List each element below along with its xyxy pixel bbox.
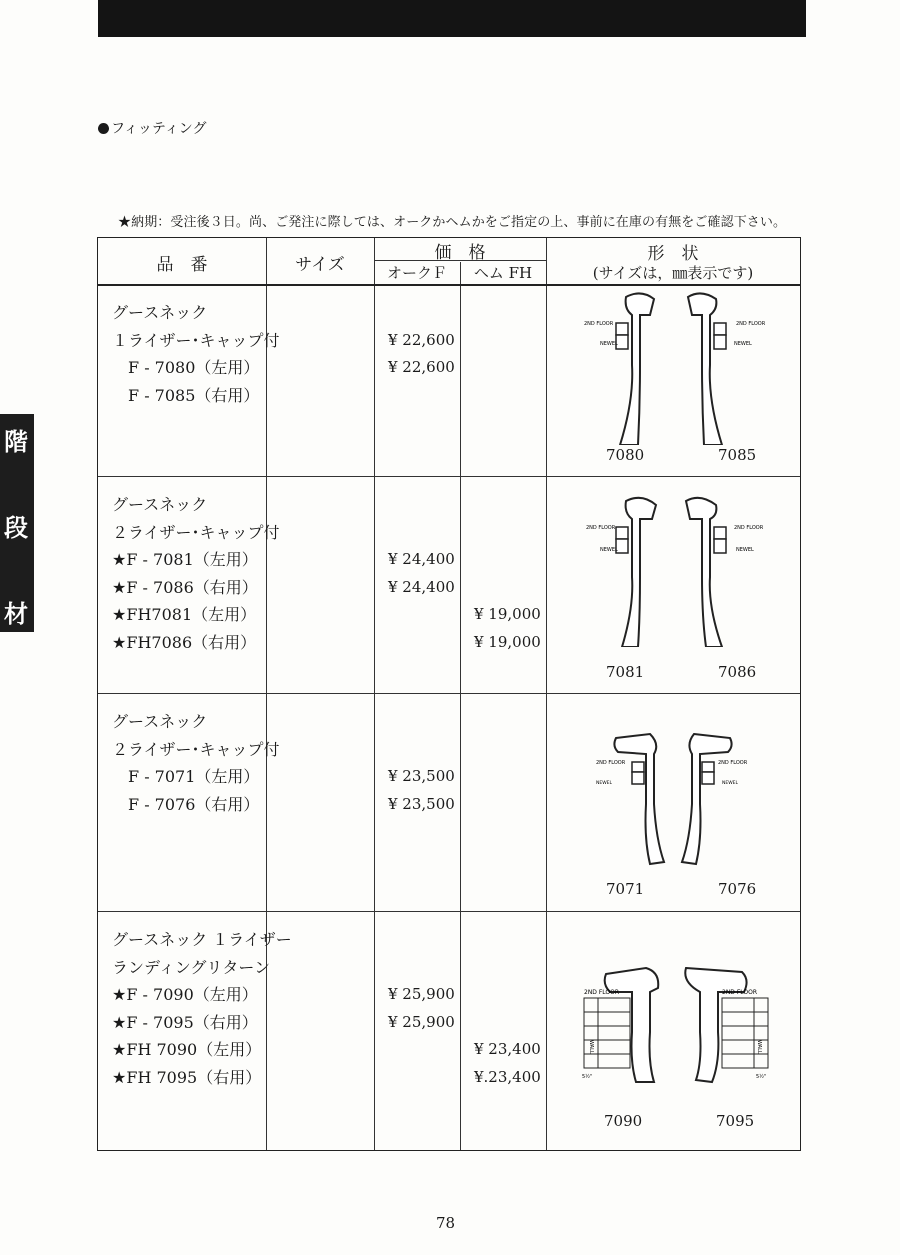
gooseneck-diagram-pair — [546, 477, 800, 647]
product-line: ★F - 7090（左用） — [112, 985, 258, 1004]
svg-text:2ND FLOOR: 2ND FLOOR — [736, 321, 766, 327]
oak-price: ¥ 25,900 — [388, 1012, 455, 1031]
svg-text:2ND FLOOR: 2ND FLOOR — [586, 525, 616, 531]
svg-text:NEWEL: NEWEL — [600, 341, 618, 347]
shape-diagram — [546, 285, 800, 476]
product-line: グースネック — [112, 495, 208, 514]
svg-text:2ND FLOOR: 2ND FLOOR — [718, 760, 748, 766]
product-name-cell — [112, 926, 292, 1091]
bullet-icon — [98, 123, 109, 134]
product-line: F - 7085（右用） — [112, 385, 260, 405]
product-line: グースネック — [112, 303, 208, 322]
svg-text:2ND FLOOR: 2ND FLOOR — [584, 989, 620, 996]
product-line: ★FH7081（左用） — [112, 605, 257, 624]
svg-text:2ND FLOOR: 2ND FLOOR — [584, 321, 614, 327]
header-bar — [98, 0, 806, 37]
header-price: 価 格 — [434, 243, 486, 263]
delivery-notice: ★納期：受注後３日。尚、ご発注に際しては、オークかヘムかをご指定の上、事前に在庫の有無をご確認下さい。 — [118, 215, 787, 230]
oak-price: ¥ 23,500 — [388, 767, 455, 785]
oak-price: ¥ 23,500 — [388, 794, 455, 813]
product-name-cell — [112, 491, 280, 656]
shape-code: 7080 — [606, 446, 645, 464]
product-line: ★FH 7095（右用） — [112, 1067, 262, 1087]
product-line: ★F - 7086（右用） — [112, 577, 258, 597]
hem-price: ¥ 19,000 — [474, 605, 541, 623]
svg-text:5½": 5½" — [582, 1074, 593, 1080]
svg-text:NEWEL: NEWEL — [596, 781, 613, 786]
shape-code: 7071 — [606, 880, 645, 898]
product-line: １ライザー･キャップ付 — [112, 330, 280, 350]
product-line: グースネック １ライザー — [112, 930, 292, 949]
gooseneck-diagram-pair — [546, 285, 800, 445]
product-line: F - 7076（右用） — [112, 794, 260, 814]
product-line: グースネック — [112, 712, 208, 731]
header-shape-note: (サイズは，㎜表示です) — [592, 264, 754, 282]
svg-text:NEWEL: NEWEL — [734, 341, 752, 347]
oak-price-cell — [388, 491, 455, 601]
side-index-tab — [0, 414, 34, 632]
oak-price-cell — [388, 299, 455, 382]
product-line: F - 7071（左用） — [112, 767, 260, 786]
product-line: ２ライザー･キャップ付 — [112, 739, 280, 759]
hem-price: ¥ 19,000 — [474, 632, 541, 651]
product-table — [97, 237, 801, 1151]
table-row — [98, 477, 800, 693]
product-line: ★FH 7090（左用） — [112, 1040, 262, 1059]
gooseneck-diagram-pair — [546, 694, 800, 869]
header-oak: オークＦ — [386, 264, 447, 282]
header-size: サイズ — [295, 255, 345, 275]
header-part-no: 品 番 — [156, 255, 208, 275]
product-name-cell — [112, 299, 280, 409]
hem-price: ¥.23,400 — [474, 1067, 541, 1086]
shape-diagram — [546, 912, 800, 1150]
shape-code: 7090 — [604, 1112, 643, 1130]
svg-text:2ND FLOOR: 2ND FLOOR — [734, 525, 764, 531]
oak-price-cell — [388, 708, 455, 818]
hem-price: ¥ 23,400 — [474, 1040, 541, 1058]
oak-price-cell — [388, 926, 455, 1036]
section-title: フィッティング — [98, 118, 206, 138]
shape-code: 7076 — [718, 880, 757, 898]
shape-diagram — [546, 694, 800, 911]
side-tab-char: 段 — [4, 514, 28, 542]
side-tab-char: 材 — [4, 600, 28, 628]
gooseneck-diagram-pair — [546, 912, 800, 1112]
svg-text:NEWEL: NEWEL — [600, 547, 618, 553]
oak-price: ¥ 22,600 — [388, 330, 455, 349]
header-hem: ヘム FH — [473, 264, 533, 282]
shape-code: 7086 — [718, 663, 757, 681]
product-line: ２ライザー･キャップ付 — [112, 522, 280, 542]
page-number: 78 — [436, 1214, 456, 1232]
table-row — [98, 912, 800, 1150]
hem-price-cell — [474, 491, 541, 656]
shape-code: 7085 — [718, 446, 757, 464]
svg-text:WALL: WALL — [588, 1040, 594, 1054]
product-line: ★F - 7095（右用） — [112, 1012, 258, 1032]
table-row — [98, 694, 800, 911]
oak-price: ¥ 24,400 — [388, 550, 455, 568]
oak-price: ¥ 22,600 — [388, 358, 455, 376]
header-shape: 形 状 — [647, 244, 699, 264]
table-row — [98, 285, 800, 476]
svg-text:WALL: WALL — [756, 1040, 762, 1054]
shape-code: 7095 — [716, 1112, 755, 1130]
svg-text:2ND FLOOR: 2ND FLOOR — [722, 989, 758, 996]
oak-price: ¥ 25,900 — [388, 985, 455, 1003]
product-line: ★F - 7081（左用） — [112, 550, 258, 569]
product-name-cell — [112, 708, 280, 818]
hem-price-cell — [474, 926, 541, 1091]
product-line: ランディングリターン — [112, 957, 271, 977]
shape-code: 7081 — [606, 663, 645, 681]
shape-diagram — [546, 477, 800, 693]
svg-text:5½": 5½" — [756, 1074, 767, 1080]
svg-text:2ND FLOOR: 2ND FLOOR — [596, 760, 626, 766]
svg-text:NEWEL: NEWEL — [722, 781, 739, 786]
product-line: ★FH7086（右用） — [112, 632, 257, 652]
product-line: F - 7080（左用） — [112, 358, 260, 377]
side-tab-char: 階 — [4, 428, 28, 456]
oak-price: ¥ 24,400 — [388, 577, 455, 596]
svg-text:NEWEL: NEWEL — [736, 547, 754, 553]
